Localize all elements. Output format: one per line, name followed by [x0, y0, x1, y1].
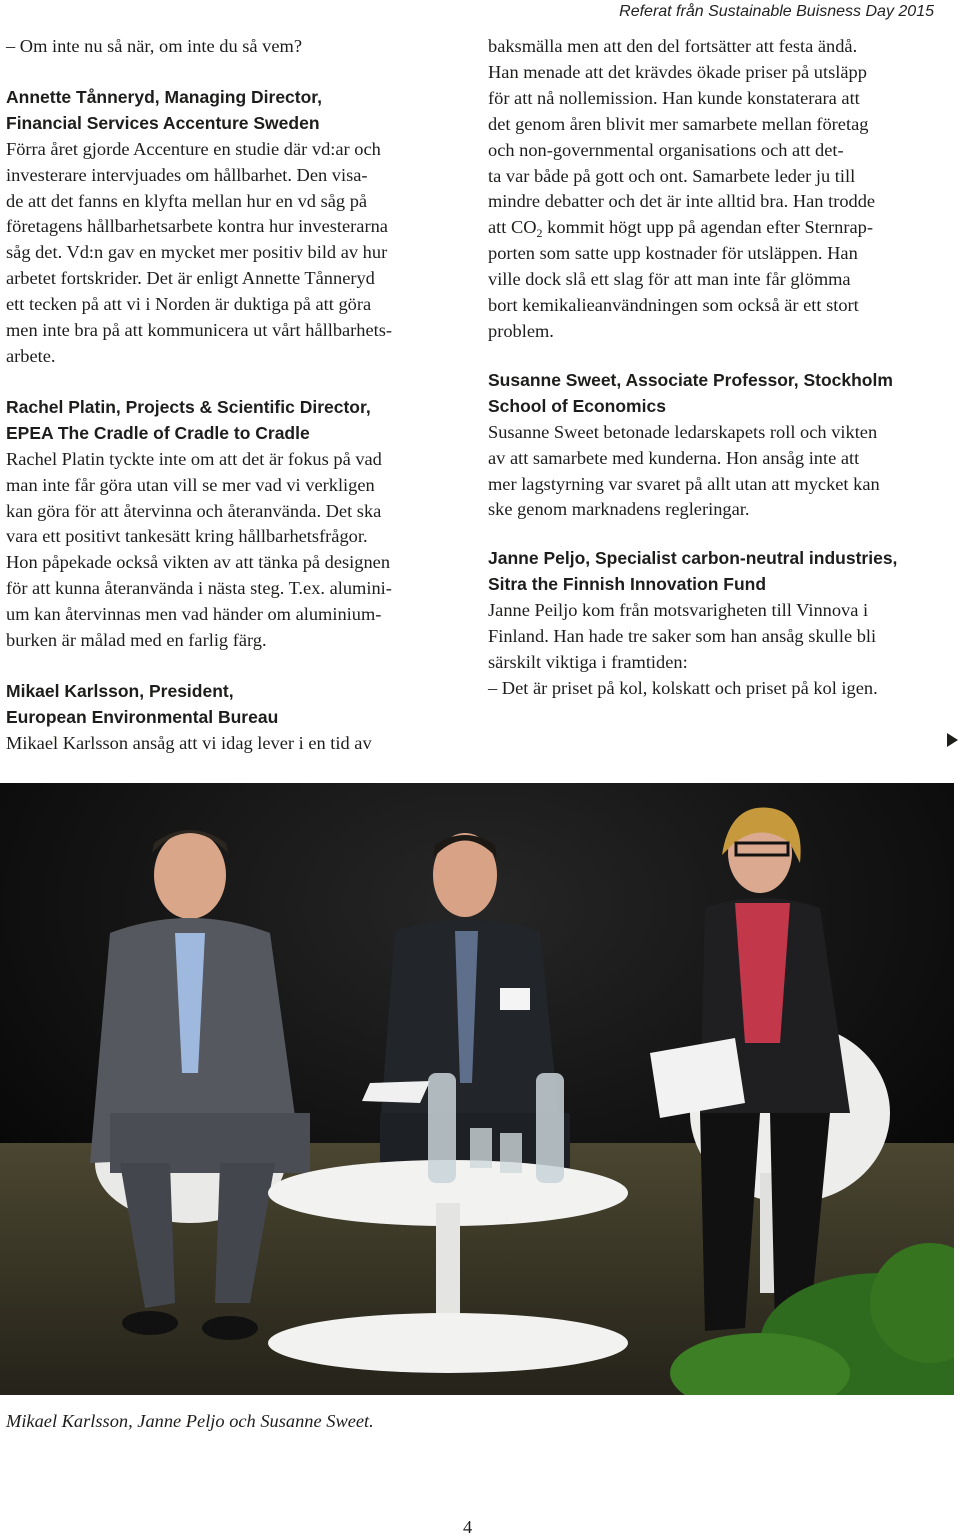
speaker-affiliation: Financial Services Accenture Sweden: [6, 112, 320, 133]
body-line: mer lagstyrning var svaret på allt utan att mycket kan: [488, 473, 880, 494]
page-number: 4: [463, 1517, 473, 1537]
body-line: Janne Peiljo kom från motsvarigheten till Vinnova i: [488, 600, 869, 621]
body-line: arbetet fortskrider. Det är enligt Annette Tånneryd: [6, 268, 375, 289]
body-line: och non-governmental organisations och att det-: [488, 139, 844, 160]
co2-subscript: 2: [536, 226, 543, 241]
panel-photo-illustration: [0, 783, 954, 1395]
body-line: Susanne Sweet betonade ledarskapets roll och vikten: [488, 421, 878, 442]
continue-arrow-icon: [947, 733, 958, 747]
speaker-affiliation: EPEA The Cradle of Cradle to Cradle: [6, 422, 310, 443]
body-line: ett tecken på att vi i Norden är duktiga på att göra: [6, 294, 372, 315]
panel-photo: [0, 783, 954, 1395]
speaker-janne-peljo: [488, 546, 954, 701]
speaker-name: Janne Peljo, Specialist carbon-neutral industries,: [488, 548, 898, 569]
speaker-annette-tanneryd: [6, 85, 472, 370]
body-line: för att nå nollemission. Han kunde konstaterara att: [488, 87, 860, 108]
right-column: [488, 34, 954, 702]
body-line: man inte får göra utan vill se mer vad vi verkligen: [6, 474, 375, 495]
running-title: Referat från Sustainable Buisness Day 2015: [619, 3, 934, 20]
body-line: företagens hållbarhetsarbete kontra hur investerarna: [6, 216, 388, 237]
body-line: bort kemikalieanvändningen som också är ett stort: [488, 295, 859, 316]
speaker-name: Annette Tånneryd, Managing Director,: [6, 86, 323, 107]
body-line: baksmälla men att den del fortsätter att festa ändå.: [488, 36, 858, 56]
body-line: av att samarbete med kunderna. Hon ansåg inte att: [488, 447, 860, 468]
body-line: – Det är priset på kol, kolskatt och priset på kol igen.: [488, 677, 878, 698]
body-line: ta var både på gott och ont. Samarbete leder ju till: [488, 165, 856, 186]
body-line: investerare intervjuades om hållbarhet. Den visa-: [6, 164, 368, 185]
body-line: Förra året gjorde Accenture en studie där vd:ar och: [6, 138, 381, 159]
body-line: arbete.: [6, 345, 56, 366]
body-line: Han menade att det krävdes ökade priser på utsläpp: [488, 61, 867, 82]
speaker-mikael-karlsson: [6, 679, 472, 757]
body-line: såg det. Vd:n gav en mycket mer positiv bild av hur: [6, 242, 388, 263]
body-line: kan göra för att återvinna och återanvända. Det ska: [6, 500, 382, 521]
body-line: vara ett positivt tankesätt kring hållbarhetsfrågor.: [6, 526, 368, 547]
co2-before: att CO: [488, 217, 537, 238]
body-line: de att det fanns en klyfta mellan hur en vd såg på: [6, 190, 368, 211]
left-column: [6, 34, 472, 757]
continued-text: [488, 34, 954, 345]
speaker-name: Susanne Sweet, Associate Professor, Stockholm: [488, 369, 893, 390]
body-line: Hon påpekade också vikten av att tänka på designen: [6, 552, 391, 573]
body-line: Finland. Han hade tre saker som han ansåg skulle bli: [488, 626, 877, 647]
speaker-name: Mikael Karlsson, President,: [6, 680, 234, 701]
photo-caption: Mikael Karlsson, Janne Peljo och Susanne Sweet.: [6, 1411, 374, 1431]
body-line: mindre debatter och det är inte alltid bra. Han trodde: [488, 191, 876, 212]
body-line: burken är målad med en farlig färg.: [6, 630, 267, 651]
body-line: um kan återvinnas men vad händer om aluminium-: [6, 604, 382, 625]
body-line: särskilt viktiga i framtiden:: [488, 651, 688, 672]
body-line: men inte bra på att kommunicera ut vårt hållbarhets-: [6, 320, 393, 341]
body-line: ville dock slå ett slag för att man inte får glömma: [488, 269, 851, 290]
body-line: Rachel Platin tyckte inte om att det är fokus på vad: [6, 448, 382, 469]
speaker-rachel-platin: [6, 395, 472, 654]
co2-after: kommit högt upp på agendan efter Sternrap-: [542, 217, 873, 238]
body-line: Mikael Karlsson ansåg att vi idag lever i en tid av: [6, 732, 372, 753]
body-line-co2: [488, 215, 954, 241]
speaker-affiliation: School of Economics: [488, 395, 666, 416]
body-line: för att kunna återanvända i nästa steg. T.ex. alumini-: [6, 578, 392, 599]
body-line: det genom åren blivit mer samarbete mellan företag: [488, 113, 869, 134]
body-line: problem.: [488, 320, 554, 341]
speaker-name: Rachel Platin, Projects & Scientific Director,: [6, 396, 371, 417]
speaker-susanne-sweet: [488, 368, 954, 523]
body-line: ske genom marknadens regleringar.: [488, 499, 750, 520]
intro-quote: – Om inte nu så när, om inte du så vem?: [6, 36, 303, 56]
speaker-affiliation: European Environmental Bureau: [6, 706, 279, 727]
speaker-affiliation: Sitra the Finnish Innovation Fund: [488, 574, 767, 595]
body-line: porten som satte upp kostnader för utsläppen. Han: [488, 243, 858, 264]
